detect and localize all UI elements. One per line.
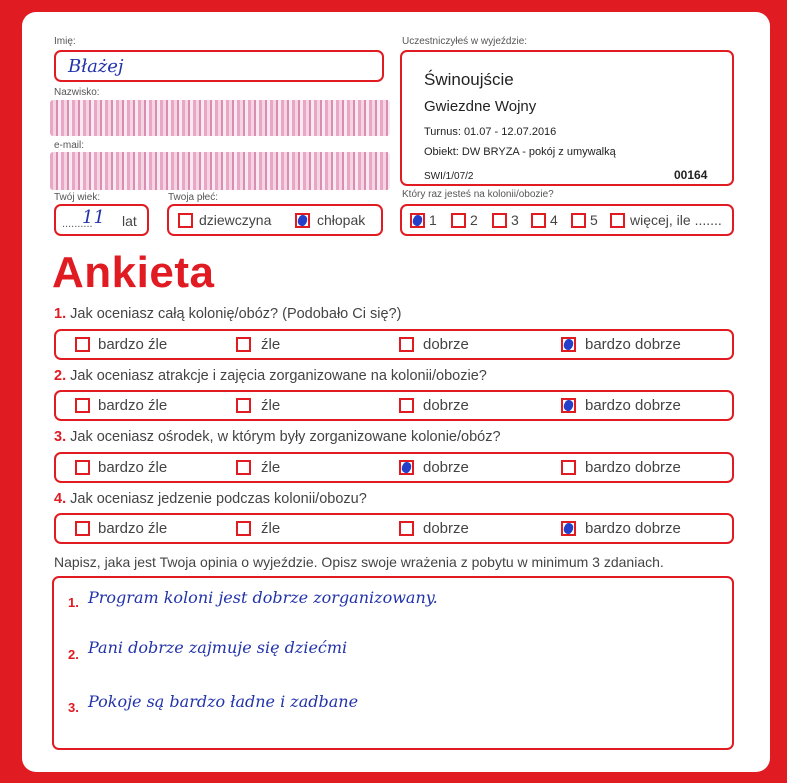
age-label: Twój wiek: bbox=[54, 192, 101, 203]
option-label: bardzo źle bbox=[98, 520, 168, 537]
times-field bbox=[400, 204, 734, 236]
q1-bardzo-dobrze-checkbox[interactable] bbox=[561, 337, 576, 352]
age-unit: lat bbox=[122, 213, 137, 229]
option-label: źle bbox=[261, 459, 281, 476]
gender-female-label: dziewczyna bbox=[199, 212, 272, 228]
name-label: Imię: bbox=[54, 36, 76, 47]
question-3-options bbox=[54, 452, 734, 483]
participant-label: Uczestniczyłeś w wyjeździe: bbox=[402, 36, 528, 47]
q3-bardzo-dobrze-checkbox[interactable] bbox=[561, 460, 576, 475]
question-4-options bbox=[54, 513, 734, 544]
question-2-options bbox=[54, 390, 734, 421]
option-label: bardzo dobrze bbox=[585, 520, 681, 537]
opinion-prompt: Napisz, jaka jest Twoja opinia o wyjeździe. Opisz swoje wrażenia z pobytu w minimum 3 zdaniach. bbox=[54, 554, 664, 570]
times-option-label: więcej, ile ....... bbox=[630, 212, 722, 228]
q2-bardzo-dobrze-checkbox[interactable] bbox=[561, 398, 576, 413]
option-label: bardzo dobrze bbox=[585, 397, 681, 414]
question-2-text: 2. Jak oceniasz atrakcje i zajęcia zorganizowane na kolonii/obozie? bbox=[54, 368, 487, 384]
option-label: dobrze bbox=[423, 520, 469, 537]
age-dots: .......... bbox=[62, 218, 93, 230]
option-label: bardzo źle bbox=[98, 459, 168, 476]
times-option-label: 1 bbox=[429, 212, 437, 228]
option-label: źle bbox=[261, 336, 281, 353]
gender-label: Twoja płeć: bbox=[168, 192, 219, 203]
opinion-line-1: Program koloni jest dobrze zorganizowany. bbox=[88, 588, 438, 607]
q4-bardzo-zle-checkbox[interactable] bbox=[75, 521, 90, 536]
times-option-5-checkbox[interactable] bbox=[571, 213, 586, 228]
q1-zle-checkbox[interactable] bbox=[236, 337, 251, 352]
option-label: dobrze bbox=[423, 397, 469, 414]
surname-redacted bbox=[50, 100, 390, 136]
gender-female-checkbox[interactable] bbox=[178, 213, 193, 228]
opinion-line-number: 1. bbox=[68, 595, 79, 610]
option-label: dobrze bbox=[423, 459, 469, 476]
q3-dobrze-checkbox[interactable] bbox=[399, 460, 414, 475]
camp-code: SWI/1/07/2 bbox=[424, 171, 474, 182]
option-label: bardzo źle bbox=[98, 397, 168, 414]
times-option-label: 5 bbox=[590, 212, 598, 228]
survey-form bbox=[22, 12, 770, 772]
camp-obiekt: Obiekt: DW BRYZA - pokój z umywalką bbox=[424, 146, 616, 158]
option-label: bardzo dobrze bbox=[585, 336, 681, 353]
gender-field bbox=[167, 204, 383, 236]
surname-label: Nazwisko: bbox=[54, 87, 100, 98]
times-option-label: 3 bbox=[511, 212, 519, 228]
q3-zle-checkbox[interactable] bbox=[236, 460, 251, 475]
opinion-line-3: Pokoje są bardzo ładne i zadbane bbox=[88, 692, 359, 711]
opinion-line-number: 3. bbox=[68, 700, 79, 715]
q1-dobrze-checkbox[interactable] bbox=[399, 337, 414, 352]
question-1-options bbox=[54, 329, 734, 360]
opinion-line-number: 2. bbox=[68, 647, 79, 662]
times-option-1-checkbox[interactable] bbox=[410, 213, 425, 228]
times-option-label: 2 bbox=[470, 212, 478, 228]
camp-turnus: Turnus: 01.07 - 12.07.2016 bbox=[424, 126, 557, 138]
q2-dobrze-checkbox[interactable] bbox=[399, 398, 414, 413]
option-label: źle bbox=[261, 520, 281, 537]
opinion-box[interactable] bbox=[52, 576, 734, 750]
times-option-label: 4 bbox=[550, 212, 558, 228]
age-value: 11 bbox=[82, 207, 105, 228]
option-label: dobrze bbox=[423, 336, 469, 353]
question-1-text: 1. Jak oceniasz całą kolonię/obóz? (Podobało Ci się?) bbox=[54, 306, 402, 322]
option-label: bardzo źle bbox=[98, 336, 168, 353]
q1-bardzo-zle-checkbox[interactable] bbox=[75, 337, 90, 352]
survey-title: Ankieta bbox=[52, 248, 215, 297]
camp-info-box bbox=[400, 50, 734, 186]
times-option-3-checkbox[interactable] bbox=[492, 213, 507, 228]
age-field[interactable] bbox=[54, 204, 149, 236]
gender-male-checkbox[interactable] bbox=[295, 213, 310, 228]
name-value: Błażej bbox=[68, 56, 124, 77]
camp-theme: Gwiezdne Wojny bbox=[424, 98, 537, 115]
times-option-more-checkbox[interactable] bbox=[610, 213, 625, 228]
option-label: źle bbox=[261, 397, 281, 414]
option-label: bardzo dobrze bbox=[585, 459, 681, 476]
q2-bardzo-zle-checkbox[interactable] bbox=[75, 398, 90, 413]
gender-male-label: chłopak bbox=[317, 212, 366, 228]
times-option-4-checkbox[interactable] bbox=[531, 213, 546, 228]
question-3-text: 3. Jak oceniasz ośrodek, w którym były zorganizowane kolonie/obóz? bbox=[54, 429, 501, 445]
question-4-text: 4. Jak oceniasz jedzenie podczas kolonii/obozu? bbox=[54, 491, 367, 507]
name-field[interactable] bbox=[54, 50, 384, 82]
camp-number: 00164 bbox=[674, 168, 708, 182]
times-label: Który raz jesteś na kolonii/obozie? bbox=[402, 189, 554, 200]
times-option-2-checkbox[interactable] bbox=[451, 213, 466, 228]
q4-dobrze-checkbox[interactable] bbox=[399, 521, 414, 536]
q3-bardzo-zle-checkbox[interactable] bbox=[75, 460, 90, 475]
q2-zle-checkbox[interactable] bbox=[236, 398, 251, 413]
q4-zle-checkbox[interactable] bbox=[236, 521, 251, 536]
q4-bardzo-dobrze-checkbox[interactable] bbox=[561, 521, 576, 536]
email-redacted bbox=[50, 152, 390, 190]
opinion-line-2: Pani dobrze zajmuje się dziećmi bbox=[88, 638, 348, 657]
camp-city: Świnoujście bbox=[424, 70, 514, 89]
email-label: e-mail: bbox=[54, 140, 85, 151]
